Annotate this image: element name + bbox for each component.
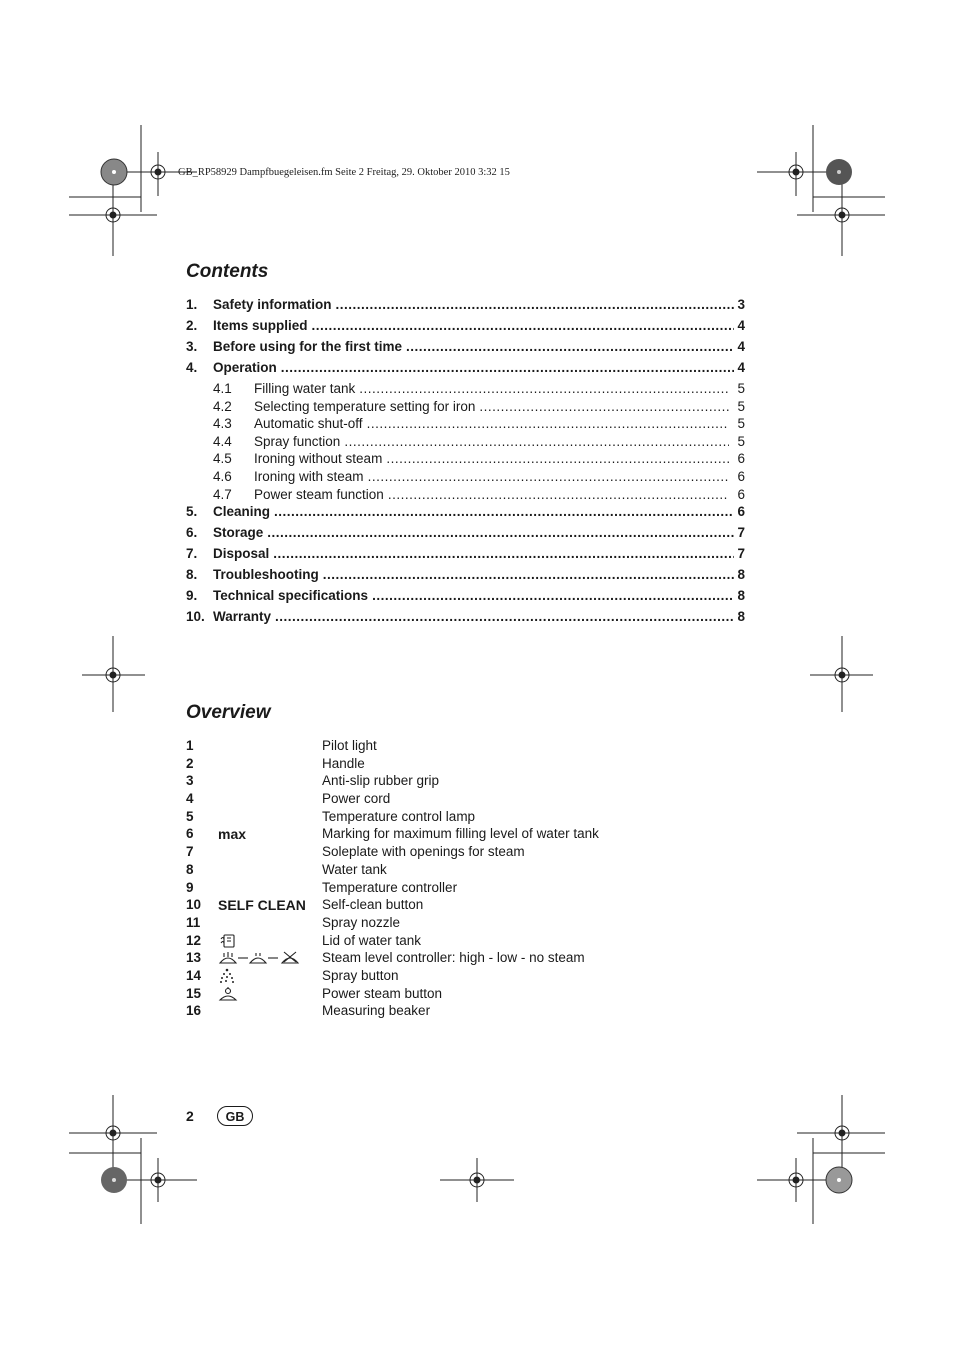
toc-entry-page: 6 [737, 486, 745, 502]
toc-entry-number: 9. [186, 588, 198, 604]
toc-entry-title: Disposal [213, 546, 270, 562]
overview-item-number: 13 [186, 950, 202, 966]
overview-item [186, 967, 746, 985]
overview-item-number: 6 [186, 826, 194, 842]
language-badge: GB [217, 1106, 253, 1126]
toc-entry-page: 6 [737, 504, 745, 520]
toc-entry [186, 587, 745, 608]
overview-item-description: Measuring beaker [322, 1003, 431, 1019]
toc-entry [186, 380, 745, 398]
overview-item-description: Power steam button [322, 985, 443, 1001]
toc-entry-number: 6. [186, 525, 198, 541]
overview-item-description: Temperature controller [322, 879, 458, 895]
overview-item-number: 3 [186, 773, 194, 789]
toc-entry-title: Before using for the first time [213, 339, 403, 354]
overview-item-number: 11 [186, 914, 201, 930]
toc-entry [186, 566, 745, 587]
toc-entry [186, 503, 745, 524]
overview-item-description: Temperature control lamp [322, 808, 476, 824]
toc-entry-page: 5 [737, 381, 745, 396]
toc-dot-leader [281, 359, 735, 377]
overview-item-number: 8 [186, 861, 194, 877]
toc-entry-page: 4 [737, 339, 745, 354]
toc-entry-page: 3 [737, 297, 745, 312]
overview-item-number: 9 [186, 879, 194, 895]
toc-entry-number: 4.2 [213, 398, 232, 414]
steam-level-icon [218, 949, 304, 966]
overview-item [186, 932, 746, 950]
toc-entry-title: Warranty [213, 609, 272, 625]
toc-entry-title: Selecting temperature setting for iron [254, 398, 476, 414]
toc-entry [186, 338, 745, 359]
toc-entry-number: 7. [186, 546, 198, 562]
overview-item-number: 2 [186, 755, 194, 771]
toc-entry-title: Troubleshooting [213, 567, 319, 583]
overview-item [186, 808, 746, 826]
toc-entry [186, 398, 745, 416]
toc-dot-leader [372, 587, 734, 605]
toc-entry [186, 486, 745, 504]
overview-title: Overview [186, 702, 271, 723]
toc-entry-page: 5 [737, 398, 745, 414]
overview-item-number: 16 [186, 1003, 202, 1019]
toc-entry-page: 6 [737, 468, 745, 484]
toc-dot-leader [406, 338, 734, 356]
toc-entry-title: Filling water tank [254, 381, 356, 396]
overview-item [186, 861, 746, 879]
overview-item [186, 772, 746, 790]
overview-item-description: Power cord [322, 791, 391, 807]
toc-entry-number: 2. [186, 318, 198, 333]
toc-dot-leader [344, 433, 729, 451]
overview-item [186, 949, 746, 967]
overview-item-description: Pilot light [322, 738, 377, 753]
toc-entry-title: Ironing with steam [254, 468, 364, 484]
overview-list [186, 737, 746, 1020]
toc-entry-page: 8 [737, 609, 745, 625]
toc-entry-page: 5 [737, 416, 745, 432]
toc-dot-leader [479, 398, 729, 416]
toc-dot-leader [275, 608, 734, 626]
overview-item-description: Spray nozzle [322, 914, 401, 930]
toc-entry [186, 415, 745, 433]
overview-item [186, 790, 746, 808]
toc-entry-title: Items supplied [213, 318, 308, 333]
overview-item-number: 4 [186, 791, 194, 807]
toc-entry [186, 608, 745, 629]
toc-entry-title: Operation [213, 360, 277, 375]
overview-item-description: Anti-slip rubber grip [322, 773, 440, 789]
toc-entry-number: 4.1 [213, 381, 232, 396]
overview-item-description: Lid of water tank [322, 932, 422, 948]
toc-entry-page: 6 [737, 451, 745, 467]
toc-entry-number: 3. [186, 339, 198, 354]
overview-item [186, 914, 746, 932]
overview-item-marking: max [218, 826, 247, 843]
overview-item-description: Water tank [322, 861, 387, 877]
toc-entry-page: 4 [737, 318, 745, 333]
toc-entry-title: Storage [213, 525, 264, 541]
overview-item-description: Spray button [322, 967, 399, 983]
toc-entry [186, 545, 745, 566]
toc-entry [186, 359, 745, 380]
toc-dot-leader [323, 566, 735, 584]
contents-title: Contents [186, 261, 269, 282]
toc-entry-page: 5 [737, 433, 745, 449]
overview-item-number: 5 [186, 808, 194, 824]
overview-item [186, 755, 746, 773]
overview-item-number: 15 [186, 985, 202, 1001]
overview-item-number: 7 [186, 844, 194, 860]
toc-entry-page: 7 [737, 546, 745, 562]
toc-entry [186, 468, 745, 486]
toc-entry-number: 5. [186, 504, 198, 520]
toc-entry-number: 4.4 [213, 433, 232, 449]
toc-entry-title: Automatic shut-off [254, 416, 363, 432]
page-number: 2 [186, 1108, 194, 1124]
toc-entry-title: Spray function [254, 433, 341, 449]
toc-entry-number: 4.7 [213, 486, 232, 502]
toc-entry-title: Ironing without steam [254, 451, 383, 467]
toc-entry [186, 317, 745, 338]
toc-dot-leader [267, 524, 734, 542]
overview-item [186, 896, 746, 914]
overview-item [186, 1002, 746, 1020]
toc-entry [186, 296, 745, 317]
toc-entry-page: 4 [737, 360, 745, 375]
overview-item-description: Soleplate with openings for steam [322, 844, 525, 860]
overview-item [186, 879, 746, 897]
toc-entry-page: 8 [737, 588, 745, 604]
toc-entry-title: Cleaning [213, 504, 271, 520]
overview-item-number: 1 [186, 738, 194, 753]
toc-dot-leader [386, 450, 729, 468]
overview-item-number: 10 [186, 897, 202, 913]
spray-icon [218, 967, 236, 984]
overview-item-marking: SELF CLEAN [218, 897, 306, 914]
toc-dot-leader [336, 296, 735, 314]
water-tank-lid-icon [218, 932, 238, 949]
toc-entry [186, 433, 745, 451]
toc-dot-leader [388, 486, 730, 504]
toc-entry-number: 1. [186, 297, 198, 312]
toc-dot-leader [367, 415, 730, 433]
overview-item [186, 843, 746, 861]
overview-item-description: Steam level controller: high - low - no steam [322, 950, 585, 966]
toc-dot-leader [274, 503, 734, 521]
toc-dot-leader [368, 468, 730, 486]
overview-item-description: Handle [322, 755, 365, 771]
toc-entry-number: 4. [186, 360, 198, 375]
overview-item [186, 985, 746, 1003]
toc-entry-title: Safety information [213, 297, 332, 312]
print-file-header: GB_RP58929 Dampfbuegeleisen.fm Seite 2 Freitag, 29. Oktober 2010 3:32 15 [178, 167, 510, 178]
overview-item-number: 12 [186, 932, 202, 948]
toc-entry-number: 4.6 [213, 468, 232, 484]
toc-entry-page: 7 [737, 525, 745, 541]
toc-dot-leader [312, 317, 735, 335]
toc-entry [186, 450, 745, 468]
toc-entry-number: 10. [186, 609, 205, 625]
overview-item-description: Marking for maximum filling level of water tank [322, 826, 599, 842]
toc-entry [186, 524, 745, 545]
toc-entry-number: 4.3 [213, 416, 232, 432]
toc-entry-number: 8. [186, 567, 198, 583]
toc-entry-page: 8 [737, 567, 745, 583]
toc-dot-leader [273, 545, 734, 563]
power-steam-icon [218, 985, 238, 1002]
toc-entry-title: Technical specifications [213, 588, 369, 604]
toc-dot-leader [359, 380, 729, 398]
overview-item-description: Self-clean button [322, 897, 424, 913]
toc-entry-title: Power steam function [254, 486, 384, 502]
overview-item-number: 14 [186, 967, 202, 983]
overview-item [186, 825, 746, 843]
table-of-contents [186, 296, 745, 629]
overview-item [186, 737, 746, 755]
toc-entry-number: 4.5 [213, 451, 232, 467]
